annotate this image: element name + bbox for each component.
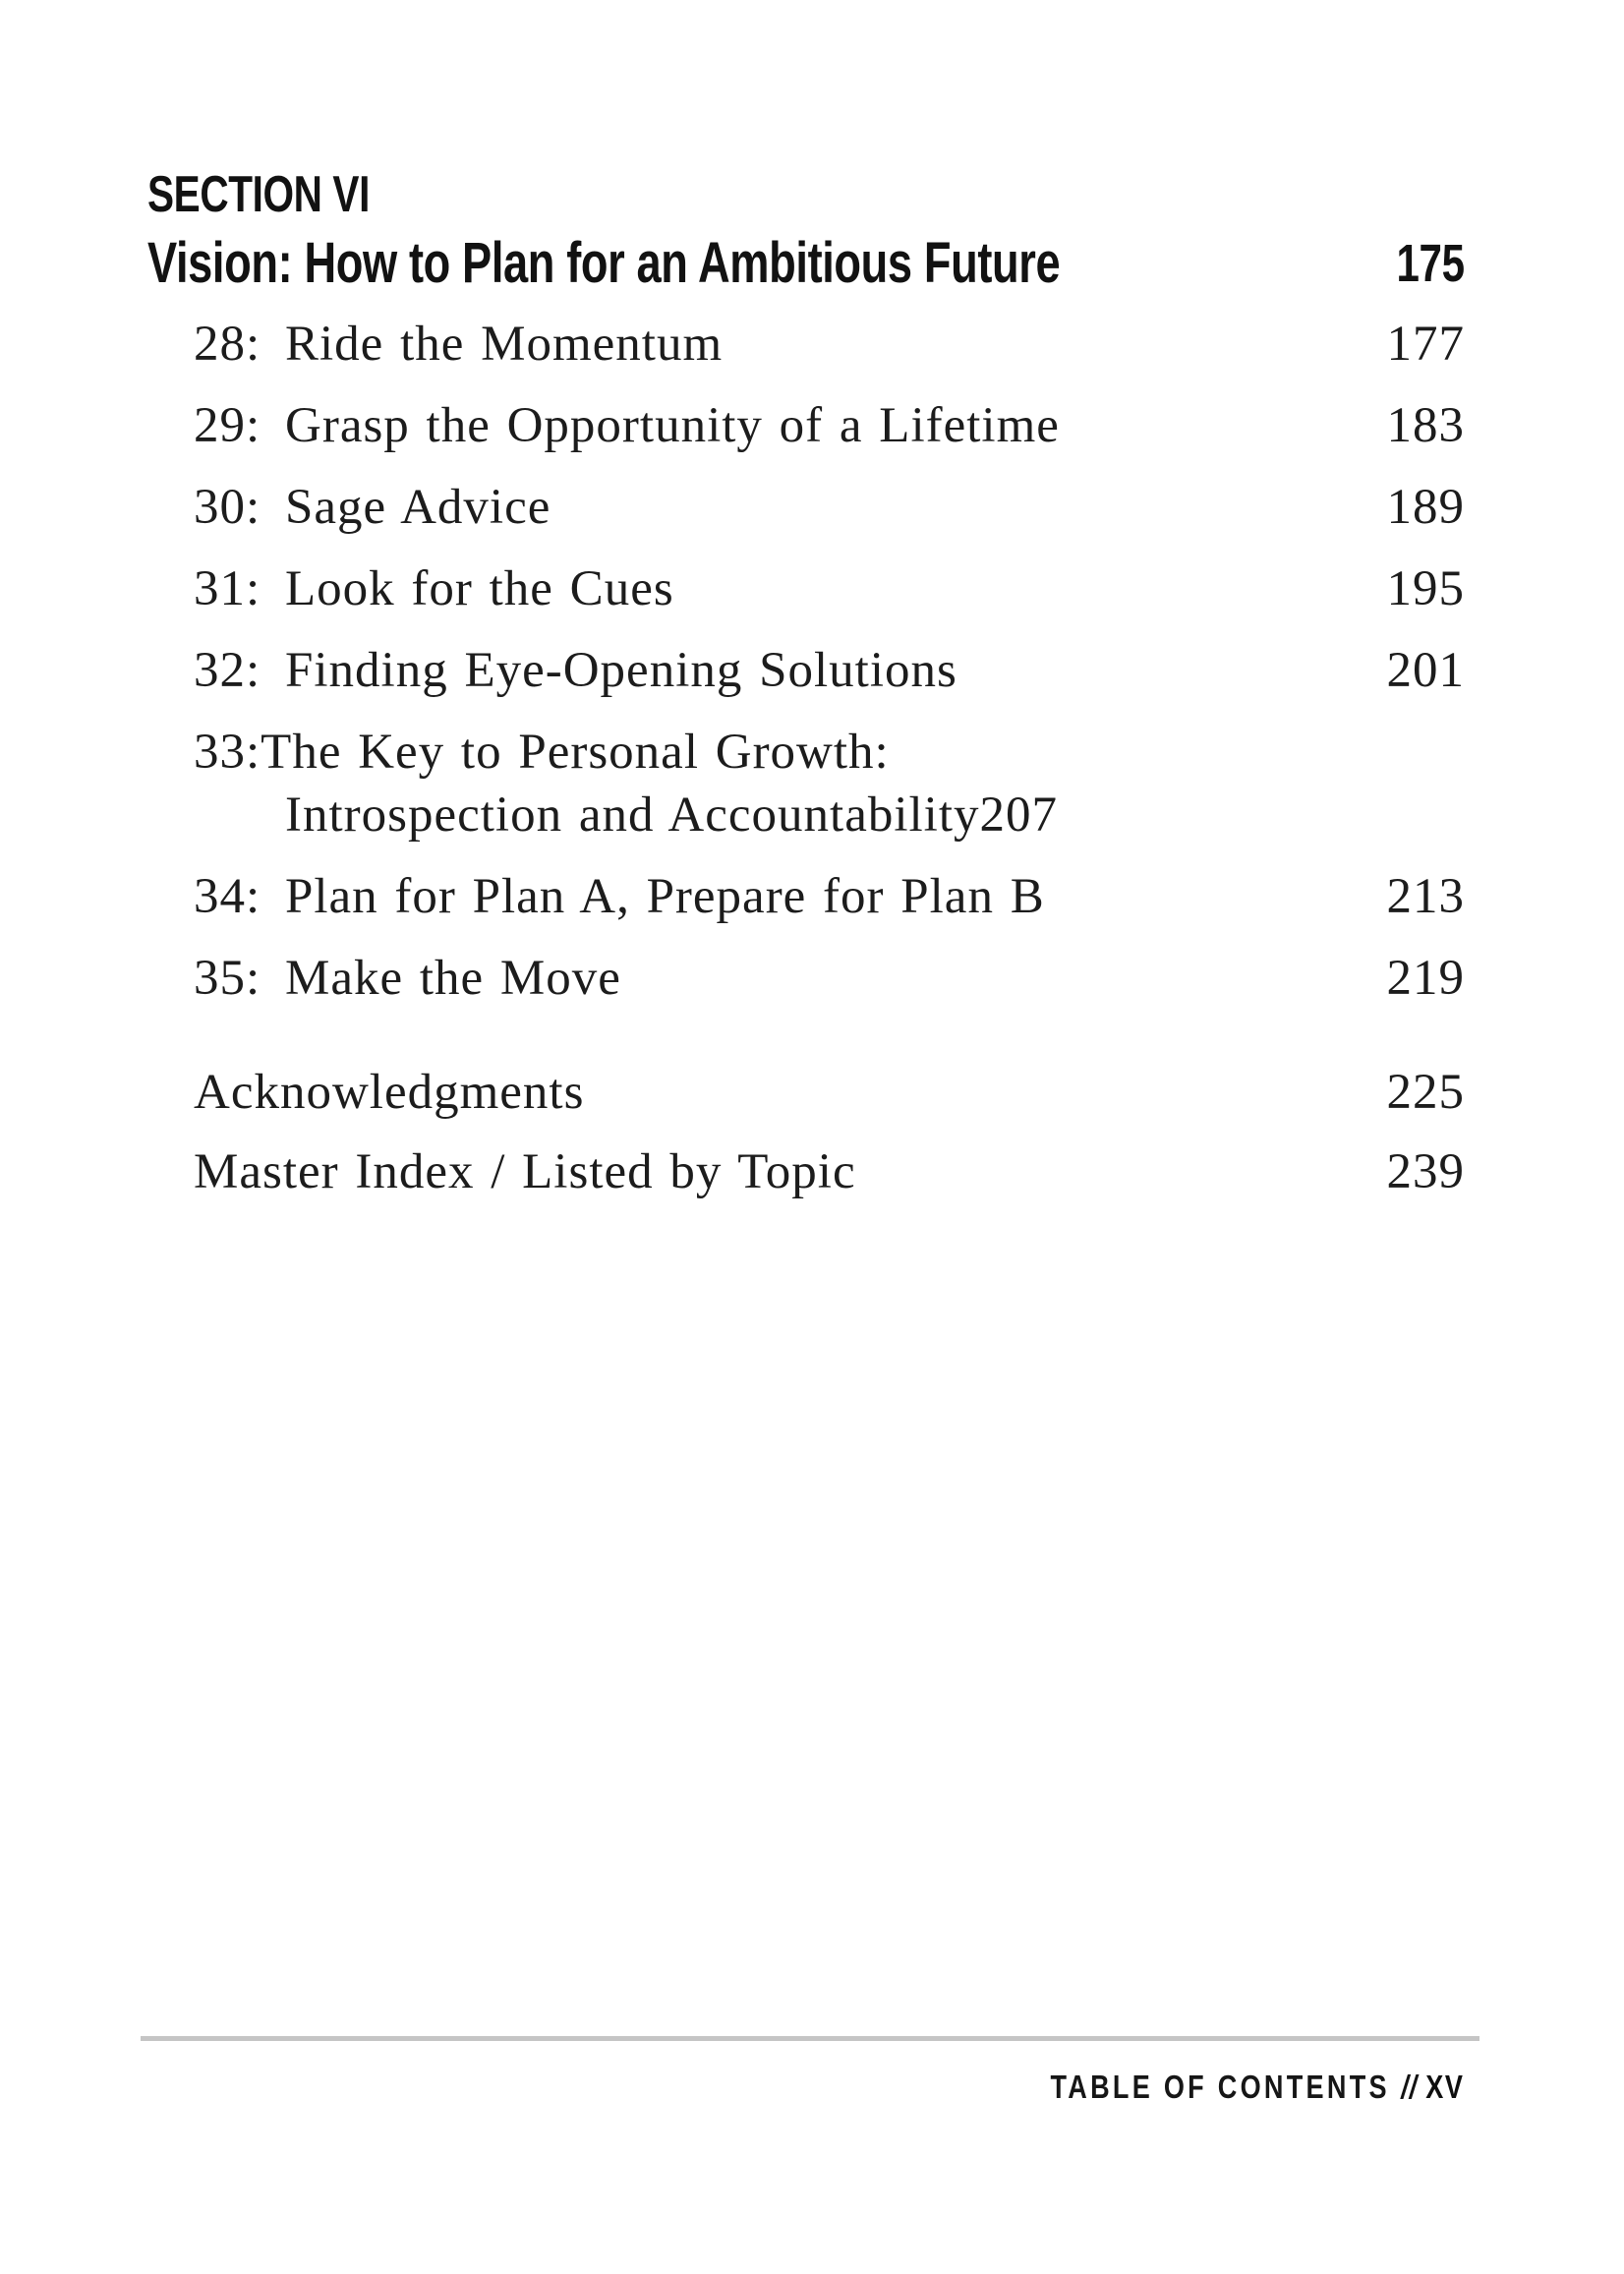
toc-entry-line-2 xyxy=(194,784,1465,846)
backmatter-title: Master Index / Listed by Topic xyxy=(194,1144,856,1199)
toc-entry-two-line xyxy=(194,721,1465,846)
chapter-number: 33: xyxy=(194,725,261,780)
backmatter-title: Acknowledgments xyxy=(194,1065,585,1120)
footer-divider-rule xyxy=(141,2036,1479,2041)
toc-entry xyxy=(194,557,1465,620)
chapter-title: The Key to Personal Growth: xyxy=(261,725,890,780)
chapter-title-continued: Introspection and Accountability xyxy=(285,787,980,843)
toc-entry xyxy=(194,865,1465,928)
page-number: 213 xyxy=(1386,869,1465,924)
toc-entry xyxy=(194,639,1465,702)
backmatter-entry xyxy=(194,1061,1465,1124)
chapter-number: 35: xyxy=(194,951,261,1006)
page-number: 195 xyxy=(1386,561,1465,616)
footer-separator: // xyxy=(1401,2069,1419,2105)
chapter-title: Finding Eye-Opening Solutions xyxy=(285,643,957,698)
chapter-entries xyxy=(147,313,1465,1010)
chapter-title: Sage Advice xyxy=(285,480,551,535)
chapter-title: Make the Move xyxy=(285,951,621,1006)
toc-entry xyxy=(194,947,1465,1010)
section-label-row xyxy=(147,167,1465,223)
chapter-number: 29: xyxy=(194,398,261,453)
toc-entry xyxy=(194,476,1465,539)
page-number: 225 xyxy=(1386,1065,1465,1120)
chapter-title: Plan for Plan A, Prepare for Plan B xyxy=(285,869,1045,924)
chapter-title: Look for the Cues xyxy=(285,561,674,616)
page-number: 201 xyxy=(1386,643,1465,698)
toc-entry xyxy=(194,394,1465,457)
toc-entry-line-1 xyxy=(194,721,1465,784)
page-number: 177 xyxy=(1386,317,1465,372)
section-title-row xyxy=(147,223,1465,304)
page-number: 219 xyxy=(1386,951,1465,1006)
page-number: 207 xyxy=(979,787,1059,843)
page-number: 183 xyxy=(1386,398,1465,453)
chapter-number: 34: xyxy=(194,869,261,924)
toc-entry xyxy=(194,313,1465,376)
section-label: SECTION VI xyxy=(147,166,370,223)
section-title: Vision: How to Plan for an Ambitious Future xyxy=(147,231,1061,295)
backmatter-entries xyxy=(147,1061,1465,1203)
page-number: 239 xyxy=(1386,1144,1465,1199)
page-number: 189 xyxy=(1386,480,1465,535)
chapter-number: 31: xyxy=(194,561,261,616)
chapter-number: 30: xyxy=(194,480,261,535)
backmatter-entry xyxy=(194,1140,1465,1203)
chapter-number: 28: xyxy=(194,317,261,372)
footer-label: TABLE OF CONTENTS xyxy=(1050,2069,1391,2105)
section-page-number: 175 xyxy=(1396,234,1465,293)
toc-content xyxy=(147,167,1465,1220)
footer-page-roman: XV xyxy=(1425,2069,1465,2105)
chapter-title: Grasp the Opportunity of a Lifetime xyxy=(285,398,1060,453)
page-footer xyxy=(959,2065,1465,2110)
chapter-title: Ride the Momentum xyxy=(285,317,724,372)
footer-text xyxy=(1051,2065,1465,2110)
chapter-number: 32: xyxy=(194,643,261,698)
